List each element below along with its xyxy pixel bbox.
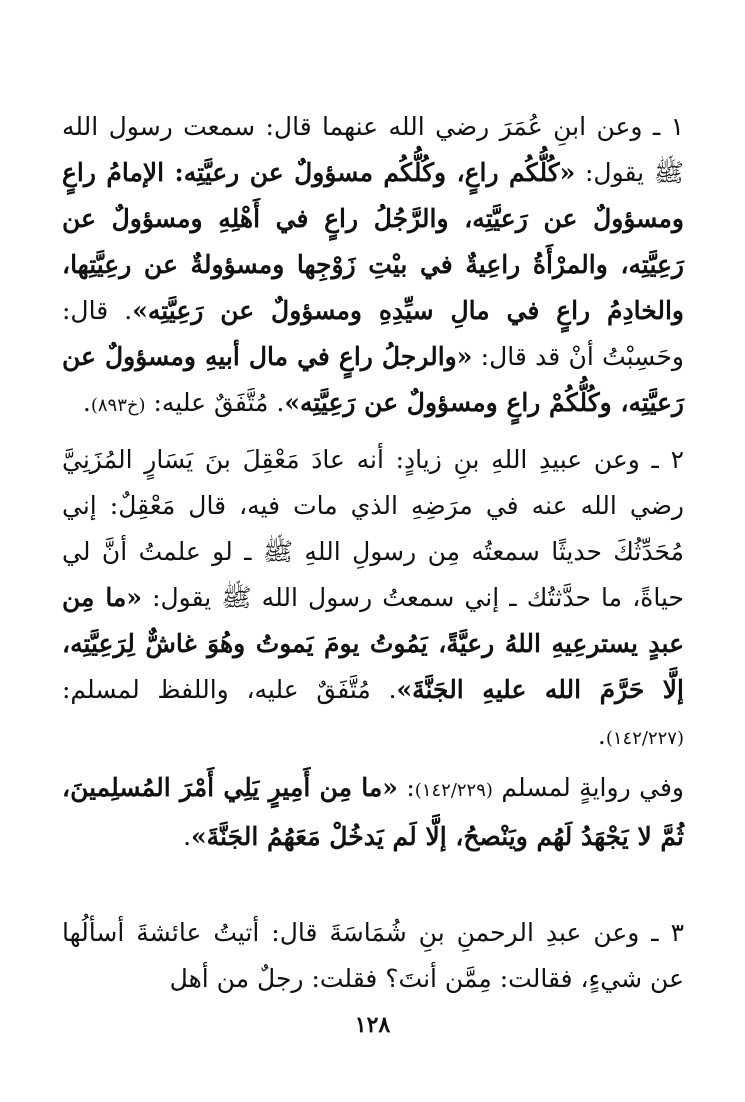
hadith-1-quote-2: «والرجلُ راعٍ في مال أبيهِ ومسؤولٌ عن رَعيَّتِه، وكُلُّكُمْ راعٍ ومسؤولٌ عن رَعِيَّتِه» [62, 342, 684, 417]
hadith-2-quote: «ما مِن عبدٍ يسترعِيهِ اللهُ رعيَّةً، يَمُوتُ يومَ يَموتُ وهُوَ غاشٌّ لِرَعِيَّتِه، إلَّا حَرَّمَ الله عليهِ الجَنَّةَ» [62, 583, 684, 704]
hadith-3-paragraph: ٣ ـ وعن عبدِ الرحمنِ بنِ شُمَاسَةَ قال: أتيتُ عائشةَ أسألُها عن شيءٍ، فقالت: مِمَّن أنتَ؟ فقلت: رجلٌ من أهل [62, 918, 684, 993]
hadith-1 [62, 104, 684, 429]
hadith-1-quote-1: «كُلُّكُم راعٍ، وكُلُّكُم مسؤولٌ عن رعيَّتِه: الإمامُ راعٍ ومسؤولٌ عن رَعيَّتِه، والرَّجُلُ راعٍ في أَهْلِهِ ومسؤولٌ عن رَعِيَّتِه، والمرْأَةُ راعِيةٌ في بيْتِ زَوْجِها ومسؤولةٌ عن رعِيَّتِها، والخادِمُ راعٍ في مالِ سيِّدِهِ ومسؤولٌ عن رَعِيَّتِه» [62, 158, 684, 325]
hadith-1-paragraph [62, 104, 684, 429]
riwaya-intro: وفي روايةٍ لمسلم [492, 773, 684, 802]
hadith-2-agreed: . مُتَّفَقٌ عليه، واللفظ لمسلم: [62, 675, 397, 704]
hadith-2 [62, 437, 684, 762]
hadith-1-agreed: . مُتَّفَقٌ عليه: [145, 388, 285, 417]
hadith-2-paragraph [62, 437, 684, 762]
riwaya-muslim [62, 765, 684, 860]
hadith-2-intro: ٢ ـ وعن عبيدِ اللهِ بنِ زيادٍ: أنه عادَ مَعْقِلَ بنَ يَسَارٍ المُزَنِيَّ رضي الله عنه في مرَضِهِ الذي مات فيه، قال مَعْقِلٌ: إني مُحَدِّثُكَ حديثًا سمعتُه مِن رسولِ اللهِ ﷺ ـ لو علمتُ أنَّ لي حياةً، ما حدَّثتُك ـ إني سمعتُ رسول الله ﷺ يقول: [62, 445, 684, 612]
riwaya-quote: «ما مِن أَمِيرٍ يَلِي أَمْرَ المُسلِمينَ، ثُمَّ لا يَجْهَدُ لَهُم ويَنْصحُ، إلَّا لَم يَدخُلْ مَعَهُمُ الجَنَّةَ» [62, 773, 684, 851]
riwaya-paragraph [62, 765, 684, 860]
hadith-3 [62, 910, 684, 1002]
page-number: ١٢٨ [354, 1012, 391, 1038]
riwaya-reference: (١٤٢/٢٢٩) [414, 780, 493, 801]
hadith-2-reference: (١٤٢/٢٢٧) [605, 728, 684, 749]
riwaya-end: . [183, 822, 192, 851]
hadith-1-end: . [82, 388, 91, 417]
hadith-1-intro: ١ ـ وعن ابنِ عُمَرَ رضي الله عنهما قال: سمعت رسول الله ﷺ يقول: [62, 112, 684, 187]
riwaya-colon: : [397, 773, 415, 802]
hadith-2-end: . [597, 721, 606, 750]
hadith-1-middle: . قال: وحَسِبْتُ أنْ قد قال: [62, 296, 684, 371]
hadith-1-reference: (خ٨٩٣) [90, 395, 146, 416]
